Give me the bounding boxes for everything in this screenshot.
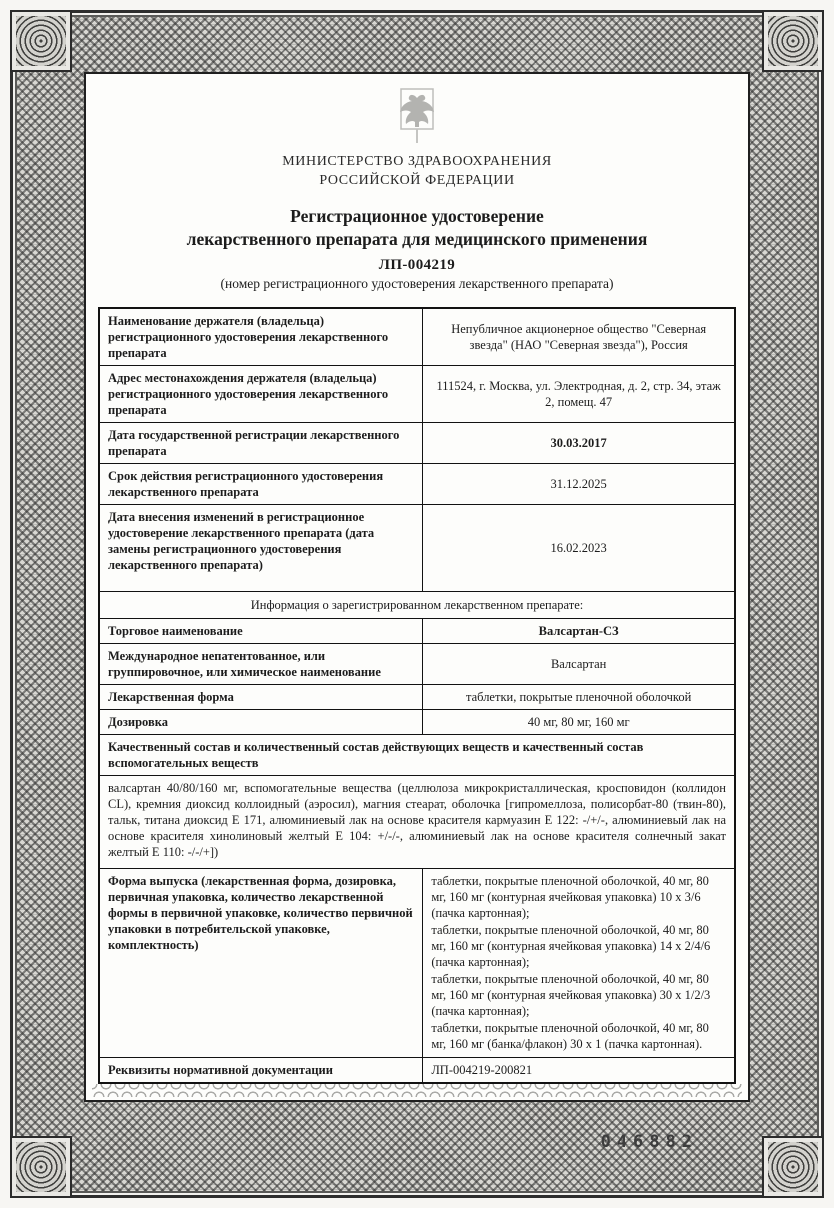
field-value: 31.12.2025 — [550, 477, 607, 492]
row-dosage — [100, 709, 734, 734]
composition-text: валсартан 40/80/160 мг, вспомогательные вещества (целлюлоза микрокристаллическая, кросповидон (коллидон CL), кремния диоксид коллоидный (аэросил), магния стеарат, оболочка [гипромеллоза, полисорбат-80 (твин-80), тальк, титана диоксид Е 171, алюминиевый лак на основе красителя кармуазин Е 122: -/+/-, алюминиевый лак на основе красителя хинолиновый желтый Е 104: +/-/-, алюминиевый лак на основе красителя солнечный закат желтый Е 110: -/-/+]) — [108, 781, 726, 860]
release-form-item: таблетки, покрытые пленочной оболочкой, 40 мг, 80 мг, 160 мг (банка/флакон) 30 х 1 (пачка картонная). — [431, 1021, 709, 1052]
field-value: 40 мг, 80 мг, 160 мг — [527, 715, 630, 730]
field-label: Торговое наименование — [100, 619, 423, 643]
document-sheet — [84, 72, 750, 1153]
field-label: Форма выпуска (лекарственная форма, дозировка, первичная упаковка, количество лекарственной формы в первичной упаковке, количество первичной упаковки в потребительской упаковке, комплектность) — [100, 869, 423, 1057]
serial-number: 046882 — [600, 1132, 698, 1153]
field-label: Адрес местонахождения держателя (владельца) регистрационного удостоверения лекарственного препарата — [100, 366, 423, 422]
row-inn-name — [100, 643, 734, 684]
row-validity-date — [100, 463, 734, 504]
row-dosage-form — [100, 684, 734, 709]
row-holder-name — [100, 309, 734, 365]
release-form-values — [423, 869, 734, 1057]
row-normative-docs — [100, 1057, 734, 1082]
registration-number-caption: (номер регистрационного удостоверения лекарственного препарата) — [220, 276, 614, 292]
field-label: Дата внесения изменений в регистрационное удостоверение лекарственного препарата (дата замены регистрационного удостоверения лекарственного препарата) — [100, 505, 423, 591]
ministry-line-1: МИНИСТЕРСТВО ЗДРАВООХРАНЕНИЯ — [282, 154, 552, 169]
field-label: Дата государственной регистрации лекарственного препарата — [100, 423, 423, 463]
info-section-heading: Информация о зарегистрированном лекарственном препарате: — [250, 598, 584, 613]
release-form-item: таблетки, покрытые пленочной оболочкой, 40 мг, 80 мг, 160 мг (контурная ячейковая упаковка) 10 х 3/6 (пачка картонная); — [431, 874, 709, 921]
row-release-form — [100, 868, 734, 1057]
field-value: таблетки, покрытые пленочной оболочкой — [465, 690, 692, 705]
title-line-1: Регистрационное удостоверение — [290, 205, 544, 226]
field-value: Валсартан — [550, 657, 607, 672]
registration-number: ЛП-004219 — [378, 257, 456, 274]
field-value: 30.03.2017 — [550, 436, 607, 451]
document-title — [98, 205, 736, 252]
row-amendment-date — [100, 504, 734, 591]
row-registration-date — [100, 422, 734, 463]
border-corner-ornament — [762, 10, 824, 72]
row-trade-name — [100, 618, 734, 643]
row-holder-address — [100, 365, 734, 422]
field-label: Срок действия регистрационного удостоверения лекарственного препарата — [100, 464, 423, 504]
ministry-line-2: РОССИЙСКОЙ ФЕДЕРАЦИИ — [319, 172, 515, 188]
field-value: 111524, г. Москва, ул. Электродная, д. 2, стр. 34, этаж 2, помещ. 47 — [436, 379, 721, 410]
border-corner-ornament — [762, 1136, 824, 1198]
border-corner-ornament — [10, 1136, 72, 1198]
field-label: Реквизиты нормативной документации — [100, 1058, 423, 1082]
info-section-heading-row — [100, 591, 734, 618]
release-form-item: таблетки, покрытые пленочной оболочкой, 40 мг, 80 мг, 160 мг (контурная ячейковая упаковка) 14 х 2/4/6 (пачка картонная); — [431, 923, 711, 970]
composition-text-row — [100, 775, 734, 868]
field-value: ЛП-004219-200821 — [431, 1063, 533, 1078]
field-label: Наименование держателя (владельца) регистрационного удостоверения лекарственного препарата — [100, 309, 423, 365]
decorative-wave-strip — [92, 1084, 742, 1097]
field-value: Валсартан-СЗ — [538, 624, 619, 639]
release-form-item: таблетки, покрытые пленочной оболочкой, 40 мг, 80 мг, 160 мг (контурная ячейковая упаковка) 30 х 1/2/3 (пачка картонная); — [431, 972, 711, 1019]
composition-header: Качественный состав и количественный состав действующих веществ и качественный состав вспомогательных веществ — [108, 740, 644, 771]
coat-of-arms-icon — [98, 88, 736, 149]
field-label: Международное непатентованное, или группировочное, или химическое наименование — [100, 644, 423, 684]
title-line-2: лекарственного препарата для медицинского применения — [186, 229, 648, 250]
field-value: Непубличное акционерное общество "Северная звезда" (НАО "Северная звезда"), Россия — [451, 322, 707, 353]
border-corner-ornament — [10, 10, 72, 72]
composition-header-row — [100, 734, 734, 775]
field-label: Лекарственная форма — [100, 685, 423, 709]
field-label: Дозировка — [100, 710, 423, 734]
field-value: 16.02.2023 — [550, 541, 607, 556]
certificate-table — [98, 307, 736, 1084]
ministry-name — [98, 153, 736, 191]
